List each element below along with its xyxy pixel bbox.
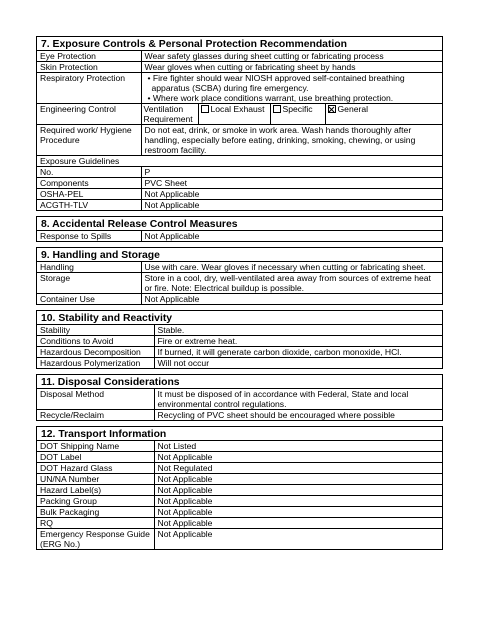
row-value: If burned, it will generate carbon dioxide, carbon monoxide, HCl. [154,347,442,358]
bullet-item: • Fire fighter should wear NIOSH approved self-contained breathing apparatus (SCBA) during fire emergency. [147,73,405,93]
table-row [37,325,442,336]
row-value: Wear gloves when cutting or fabricating sheet by hands [141,62,442,73]
row-value: It must be disposed of in accordance with Federal, State and local environmental control regulations. [157,389,409,409]
row-value: Not Listed [157,441,197,451]
row-label: Emergency Response Guide (ERG No.) [37,529,154,550]
section-title: 12. Transport Information [37,427,442,441]
table-row [37,51,442,62]
row-value: Wear safety glasses during sheet cutting or fabricating process [144,51,384,61]
row-value [141,73,442,104]
checkbox-checked-icon[interactable] [328,105,336,113]
table-row [37,73,442,104]
table-row [37,496,442,507]
row-label: ACGTH-TLV [37,200,141,211]
row-value: Not Applicable [141,200,442,211]
table-row [37,294,442,305]
checkbox-icon[interactable] [273,105,281,113]
table-row [37,125,442,156]
table-row [37,410,442,421]
exposure-table [37,51,442,210]
section-title: 9. Handling and Storage [37,248,442,262]
section-title: 11. Disposal Considerations [37,375,442,389]
row-value: Not Applicable [154,496,442,507]
table-row [37,262,442,273]
section-exposure-controls [36,36,443,211]
row-value: Not Applicable [154,452,442,463]
table-row [37,463,442,474]
row-label: Conditions to Avoid [37,336,154,347]
table-row [37,156,442,167]
section-transport [36,426,443,550]
row-label: Packing Group [37,496,154,507]
table-row [37,178,442,189]
row-value: Use with care. Wear gloves if necessary when cutting or fabricating sheet. [144,262,426,272]
row-value: Do not eat, drink, or smoke in work area. Wash hands thoroughly after handling, especially before eating, drinking, smoking, chewing, or using restroom facility. [141,125,442,156]
row-label: RQ [37,518,154,529]
row-value: P [141,167,442,178]
table-row [37,452,442,463]
table-row [37,189,442,200]
row-value: Not Applicable [154,485,442,496]
table-row [37,485,442,496]
row-value: Fire or extreme heat. [154,336,442,347]
section-disposal [36,374,443,421]
engineering-options [142,104,443,124]
table-row [37,441,442,452]
row-label: Container Use [37,294,141,305]
option-local-exhaust[interactable] [199,104,271,124]
section-title: 10. Stability and Reactivity [37,311,442,325]
row-value: Store in a cool, dry, well-ventilated area away from sources of extreme heat or fire. Note: Electrical buildup is possible. [141,273,442,294]
table-row [37,104,442,125]
row-label: Hazardous Polymerization [37,358,154,369]
row-value: Not Applicable [144,231,200,241]
stability-table [37,325,442,368]
option-label: General [337,104,369,114]
table-row [37,358,442,369]
row-label: DOT Label [37,452,154,463]
row-value: Not Applicable [141,189,442,200]
release-table [37,231,442,241]
row-label: Disposal Method [37,389,154,410]
row-label: DOT Shipping Name [37,441,154,452]
table-row [37,474,442,485]
table-row [37,200,442,211]
row-label: UN/NA Number [37,474,154,485]
disposal-table [37,389,442,420]
row-label: DOT Hazard Glass [37,463,154,474]
table-row [37,167,442,178]
table-row [37,231,442,241]
section-stability-reactivity [36,310,443,369]
handling-table [37,262,442,304]
row-value: PVC Sheet [141,178,442,189]
row-label: Stability [37,325,154,336]
row-value: Stable. [157,325,185,335]
option-label: Local Exhaust [210,104,265,114]
row-label: Storage [37,273,141,294]
section-title: 8. Accidental Release Control Measures [37,217,442,231]
row-label: Components [37,178,141,189]
row-value: Not Applicable [154,474,442,485]
table-row [37,518,442,529]
row-label: Engineering Control [37,104,141,125]
table-row [37,273,442,294]
table-row [37,347,442,358]
checkbox-icon[interactable] [201,105,209,113]
row-label: Recycle/Reclaim [37,410,154,421]
transport-table [37,441,442,549]
table-row [37,529,442,550]
subheading: Exposure Guidelines [37,156,442,167]
row-value [141,104,442,125]
row-label: Respiratory Protection [37,73,141,104]
table-row [37,507,442,518]
row-label: Response to Spills [37,231,141,241]
row-label: Hazard Label(s) [37,485,154,496]
row-value: Not Applicable [154,529,442,550]
row-label: Eye Protection [37,51,141,62]
row-value: Recycling of PVC sheet should be encouraged where possible [154,410,442,421]
row-label: Bulk Packaging [37,507,154,518]
option-label: Specific [282,104,313,114]
row-value: Not Regulated [154,463,442,474]
row-value: Will not occur [154,358,442,369]
bullet-item: • Where work place conditions warrant, use breathing protection. [147,93,394,103]
row-label: Required work/ Hygiene Procedure [37,125,141,156]
row-value: Not Applicable [141,294,442,305]
row-label: Handling [37,262,141,273]
section-accidental-release [36,216,443,242]
row-label: Skin Protection [37,62,141,73]
row-value: Not Applicable [154,507,442,518]
ventilation-label: Ventilation Requirement [142,104,199,124]
option-general[interactable] [326,104,443,124]
msds-sheet [36,36,443,550]
row-value: Not Applicable [154,518,442,529]
table-row [37,336,442,347]
table-row [37,62,442,73]
row-label: OSHA-PEL [37,189,141,200]
table-row [37,389,442,410]
section-handling-storage [36,247,443,305]
row-label: Hazardous Decomposition [37,347,154,358]
row-label: No. [37,167,141,178]
section-title: 7. Exposure Controls & Personal Protection Recommendation [37,37,442,51]
option-specific[interactable] [271,104,326,124]
